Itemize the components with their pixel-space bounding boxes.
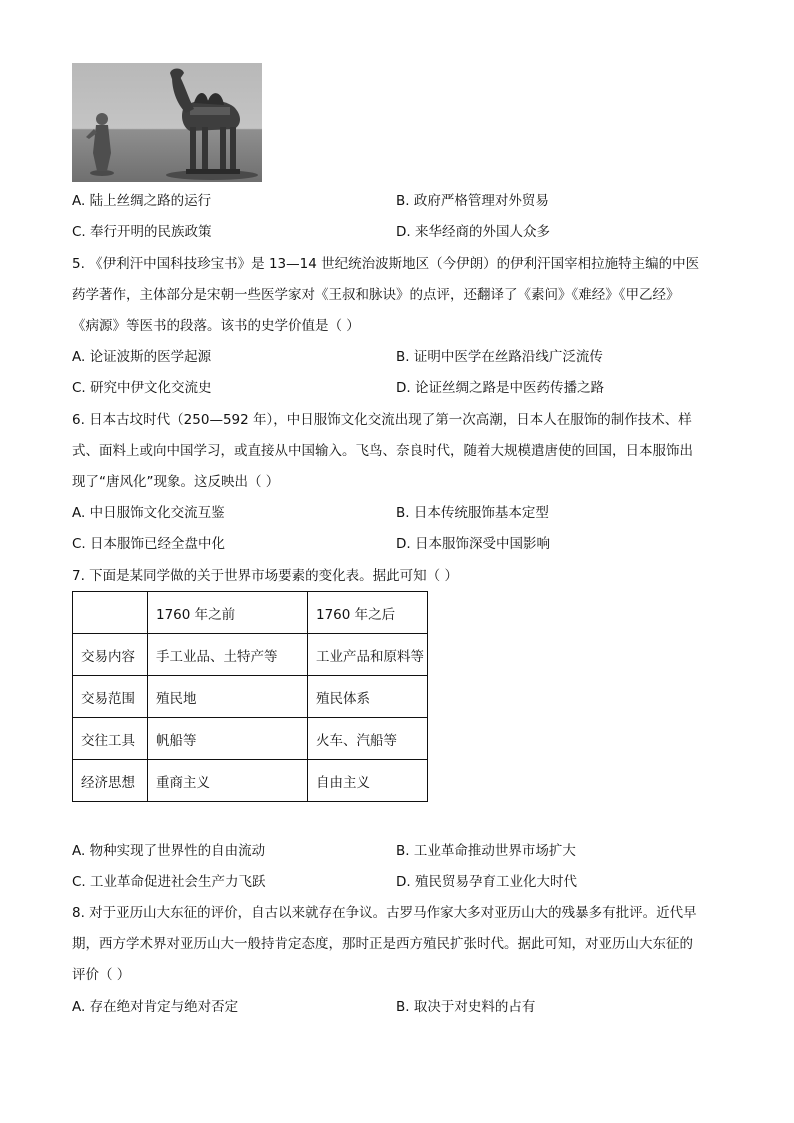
q4-option-b: B. 政府严格管理对外贸易: [396, 193, 549, 209]
q8-option-b: B. 取决于对史料的占有: [396, 999, 536, 1015]
q8-option-a: A. 存在绝对肯定与绝对否定: [72, 999, 239, 1015]
q5-option-d: D. 论证丝绸之路是中医药传播之路: [396, 380, 604, 396]
camel-figurine-icon: [72, 63, 262, 182]
q5-option-c: C. 研究中伊文化交流史: [72, 380, 212, 396]
table-header-cell: 1760 年之前: [148, 592, 308, 634]
q5-stem-line-1: 5. 《伊利汗中国科技珍宝书》是 13—14 世纪统治波斯地区（今伊朗）的伊利汗国宰相拉施特主编的中医: [72, 256, 700, 272]
table-cell: 殖民地: [148, 676, 308, 718]
q8-stem-line-2: 期，西方学术界对亚历山大一般持肯定态度，那时正是西方殖民扩张时代。据此可知，对亚历山大东征的: [72, 936, 693, 952]
table-row: [73, 676, 428, 718]
table-cell: 帆船等: [148, 718, 308, 760]
table-header-cell: 1760 年之后: [308, 592, 428, 634]
table-cell: 交易内容: [73, 634, 148, 676]
table-row: [73, 634, 428, 676]
table-cell: 经济思想: [73, 760, 148, 802]
table-cell: 交易范围: [73, 676, 148, 718]
q8-stem-line-1: 8. 对于亚历山大东征的评价，自古以来就存在争议。古罗马作家大多对亚历山大的残暴多有批评。近代早: [72, 905, 697, 921]
table-cell: 自由主义: [308, 760, 428, 802]
q7-option-b: B. 工业革命推动世界市场扩大: [396, 843, 576, 859]
q7-option-a: A. 物种实现了世界性的自由流动: [72, 843, 266, 859]
table-header-cell: [73, 592, 148, 634]
q6-stem-line-3: 现了“唐风化”现象。这反映出（ ）: [72, 474, 280, 490]
q6-option-a: A. 中日服饰文化交流互鉴: [72, 505, 225, 521]
q6-option-c: C. 日本服饰已经全盘中化: [72, 536, 226, 552]
q4-option-a: A. 陆上丝绸之路的运行: [72, 193, 212, 209]
q5-option-b: B. 证明中医学在丝路沿线广泛流传: [396, 349, 603, 365]
table-row: [73, 718, 428, 760]
table-cell: 手工业品、土特产等: [148, 634, 308, 676]
q6-stem-line-2: 式、面料上或向中国学习，或直接从中国输入。飞鸟、奈良时代，随着大规模遣唐使的回国，日本服饰出: [72, 443, 693, 459]
table-cell: 火车、汽船等: [308, 718, 428, 760]
table-header-row: [73, 592, 428, 634]
table-row: [73, 760, 428, 802]
table-cell: 交往工具: [73, 718, 148, 760]
q4-option-c: C. 奉行开明的民族政策: [72, 224, 212, 240]
market-elements-table: [72, 591, 428, 802]
table-cell: 殖民体系: [308, 676, 428, 718]
q8-stem-line-3: 评价（ ）: [72, 967, 131, 983]
q5-option-a: A. 论证波斯的医学起源: [72, 349, 212, 365]
q6-stem-line-1: 6. 日本古坟时代（250—592 年），中日服饰文化交流出现了第一次高潮，日本人在服饰的制作技术、样: [72, 412, 692, 428]
table-cell: 工业产品和原料等: [308, 634, 428, 676]
camel-figurine-photo: [72, 63, 262, 182]
q6-option-d: D. 日本服饰深受中国影响: [396, 536, 550, 552]
q7-option-d: D. 殖民贸易孕育工业化大时代: [396, 874, 577, 890]
table-cell: 重商主义: [148, 760, 308, 802]
q5-stem-line-3: 《病源》等医书的段落。该书的史学价值是（ ）: [72, 318, 360, 334]
q7-option-c: C. 工业革命促进社会生产力飞跃: [72, 874, 266, 890]
q4-option-d: D. 来华经商的外国人众多: [396, 224, 550, 240]
q5-stem-line-2: 药学著作，主体部分是宋朝一些医学家对《王叔和脉诀》的点评，还翻译了《素问》《难经》《甲乙经》: [72, 287, 680, 303]
q6-option-b: B. 日本传统服饰基本定型: [396, 505, 549, 521]
q7-stem: 7. 下面是某同学做的关于世界市场要素的变化表。据此可知（ ）: [72, 568, 458, 584]
